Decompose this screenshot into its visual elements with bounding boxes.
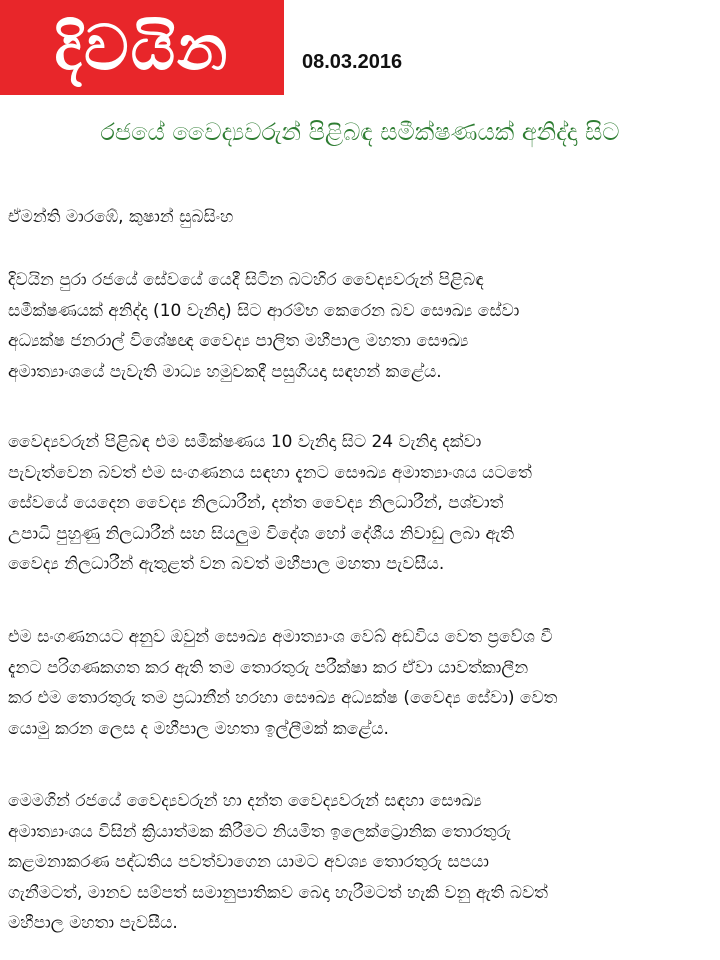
paragraph-line: එම සංගණනයට අනුව ඔවුන් සෞඛ්‍ය අමාත්‍යාංශ වෙබ් අඩවිය වෙත ප්‍රවේශ වී [8, 627, 553, 647]
paragraph-line: අධ්‍යක්ෂ ජනරාල් විශේෂඥ වෛද්‍ය පාලිත මහීපාල මහතා සෞඛ්‍ය [8, 331, 469, 351]
newspaper-logo [0, 0, 284, 95]
paragraph-line: වෛද්‍යවරුන් පිළිබඳ එම සමීක්ෂණය 10 වැනිදා සිට 24 වැනිදා දක්වා [8, 432, 482, 452]
paragraph-line: අමාත්‍යාංශය විසින් ක්‍රියාත්මක කිරීමට නියමිත ඉලෙක්ට්‍රොනික තොරතුරු [8, 821, 511, 842]
publication-date: 08.03.2016 [302, 51, 403, 73]
paragraph-3 [8, 622, 712, 744]
article-byline: ඒමන්ති මාරඹේ, කුෂාන් සුබසිංහ [8, 207, 234, 227]
paragraph-line: යොමු කරන ලෙස ද මහීපාල මහතා ඉල්ලීමක් කළේය. [8, 718, 389, 739]
article-headline: රජයේ වෛද්‍යවරුන් පිළිබඳ සමීක්ෂණයක් අනිද්දා සිට [100, 118, 620, 146]
paragraph-4 [8, 786, 712, 939]
paragraph-line: කර එම තොරතුරු තම ප්‍රධානීන් හරහා සෞඛ්‍ය අධ්‍යක්ෂ (වෛද්‍ය සේවා) වෙත [8, 688, 558, 708]
paragraph-line: දැනට පරිගණකගත කර ඇති තම තොරතුරු පරීක්ෂා කර ඒවා යාවත්කාලීන [8, 657, 529, 678]
paragraph-line: පැවැත්වෙන බවත් එම සංගණනය සඳහා දැනට සෞඛ්‍ය අමාත්‍යාංශය යටතේ [8, 462, 532, 483]
paragraph-line: ගැනීමටත්, මානව සම්පත් සමානුපාතිකව බෙදා හැරීමටත් හැකි වනු ඇති බවත් [8, 882, 548, 903]
paragraph-line: උපාධි පුහුණු නිලධාරීන් සහ සියලුම විදේශ හෝ දේශීය නිවාඩු ලබා ඇති [8, 523, 515, 544]
paragraph-line: අමාත්‍යාංශයේ පැවැති මාධ්‍ය හමුවකදී පසුගියදා සඳහන් කළේය. [8, 361, 442, 382]
paragraph-1 [8, 265, 712, 387]
logo-text: දිවයින [54, 10, 230, 84]
paragraph-line: සේවයේ යෙදෙන වෛද්‍ය නිලධාරීන්, දන්ත වෛද්‍ය නිලධාරීන්, පශ්චාත් [8, 493, 504, 513]
paragraph-line: කළමනාකරණ පද්ධතිය පවත්වාගෙන යාමට අවශ්‍ය තොරතුරු සපයා [8, 852, 489, 872]
paragraph-2 [8, 427, 712, 580]
paragraph-line: වෛද්‍ය නිලධාරීන් ඇතුළත් වන බවත් මහීපාල මහතා පැවසීය. [8, 554, 445, 574]
paragraph-line: මහීපාල මහතා පැවසීය. [8, 913, 178, 933]
paragraph-line: දිවයින පුරා රජයේ සේවයේ යෙදී සිටින බටහිර වෛද්‍යවරුන් පිළිබඳ [8, 270, 484, 290]
paragraph-line: සමීක්ෂණයක් අනිද්දා (10 වැනිදා) සිට ආරම්භ කෙරෙන බව සෞඛ්‍ය සේවා [8, 300, 520, 321]
paragraph-line: මෙමගින් රජයේ වෛද්‍යවරුන් හා දන්ත වෛද්‍යවරුන් සඳහා සෞඛ්‍ය [8, 791, 482, 811]
